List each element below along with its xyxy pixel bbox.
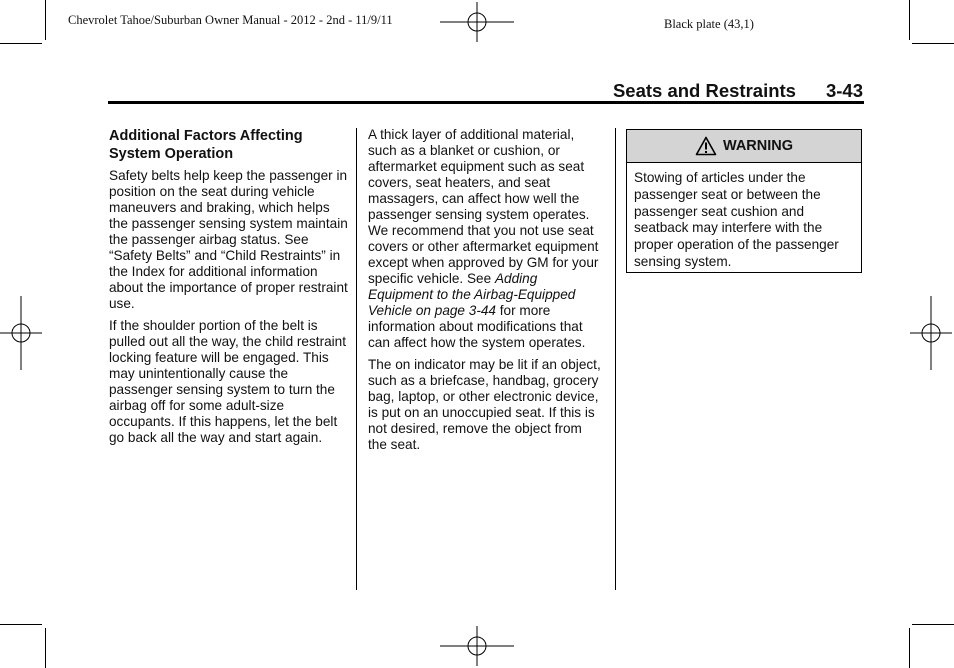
subsection-heading: Additional Factors Affecting System Operation	[109, 128, 303, 162]
header-rule	[108, 101, 864, 104]
column-divider	[615, 128, 616, 590]
registration-mark-icon	[910, 296, 952, 370]
paragraph: If the shoulder portion of the belt is pulled out all the way, the child restraint locking feature will be engaged. This may unintentionally cause the passenger sensing system to turn the airbag off for some adult-size occupants. If this happens, let the belt go back all the way and start again.	[109, 318, 347, 445]
warning-header	[627, 130, 861, 163]
paragraph: A thick layer of additional material, such as a blanket or cushion, or aftermarket equipment such as seat covers, seat heaters, and seat massagers, can affect how well the passenger sensing system operates. We recommend that you not use seat covers or other aftermarket equipment except when approved by GM for your specific vehicle. See Adding Equipment to the Airbag-Equipped Vehicle on page 3-44 for more information about modifications that can affect how the system operates.	[368, 127, 599, 350]
crop-mark	[0, 43, 42, 44]
warning-box	[626, 129, 862, 273]
section-title: Seats and Restraints	[612, 80, 796, 101]
registration-mark-icon	[440, 2, 514, 42]
paragraph: Safety belts help keep the passenger in position on the seat during vehicle maneuvers and braking, which helps the passenger sensing system maintain the passenger airbag status. See “Safety Belts” and “Child Restraints” in the Index for additional information about the importance of proper restraint use.	[109, 168, 348, 311]
crop-mark	[912, 43, 954, 44]
registration-mark-icon	[0, 296, 42, 370]
registration-mark-icon	[440, 626, 514, 666]
paragraph: The on indicator may be lit if an object, such as a briefcase, handbag, grocery bag, laptop, or other electronic device, is put on an unoccupied seat. If this is not desired, remove the object from the seat.	[368, 357, 601, 452]
section-header	[613, 80, 863, 102]
cross-reference-link[interactable]: Adding Equipment to the Airbag-Equipped Vehicle on page 3-44	[368, 271, 576, 318]
crop-mark	[45, 628, 46, 668]
crop-mark	[912, 624, 954, 625]
column-divider	[356, 128, 357, 590]
warning-text: Stowing of articles under the passenger seat or between the passenger seat cushion and seatback may interfere with the proper operation of the passenger sensing system.	[634, 170, 839, 269]
crop-mark	[45, 0, 46, 40]
warning-label: WARNING	[722, 138, 794, 154]
column-1	[109, 127, 349, 452]
page-number: 3-43	[825, 80, 863, 101]
column-2	[368, 127, 604, 459]
print-header-right: Black plate (43,1)	[664, 17, 754, 31]
crop-mark	[909, 628, 910, 668]
warning-exclamation-icon	[695, 136, 717, 156]
crop-mark	[909, 0, 910, 40]
crop-mark	[0, 624, 42, 625]
print-header-left: Chevrolet Tahoe/Suburban Owner Manual - 2012 - 2nd - 11/9/11	[68, 13, 393, 27]
